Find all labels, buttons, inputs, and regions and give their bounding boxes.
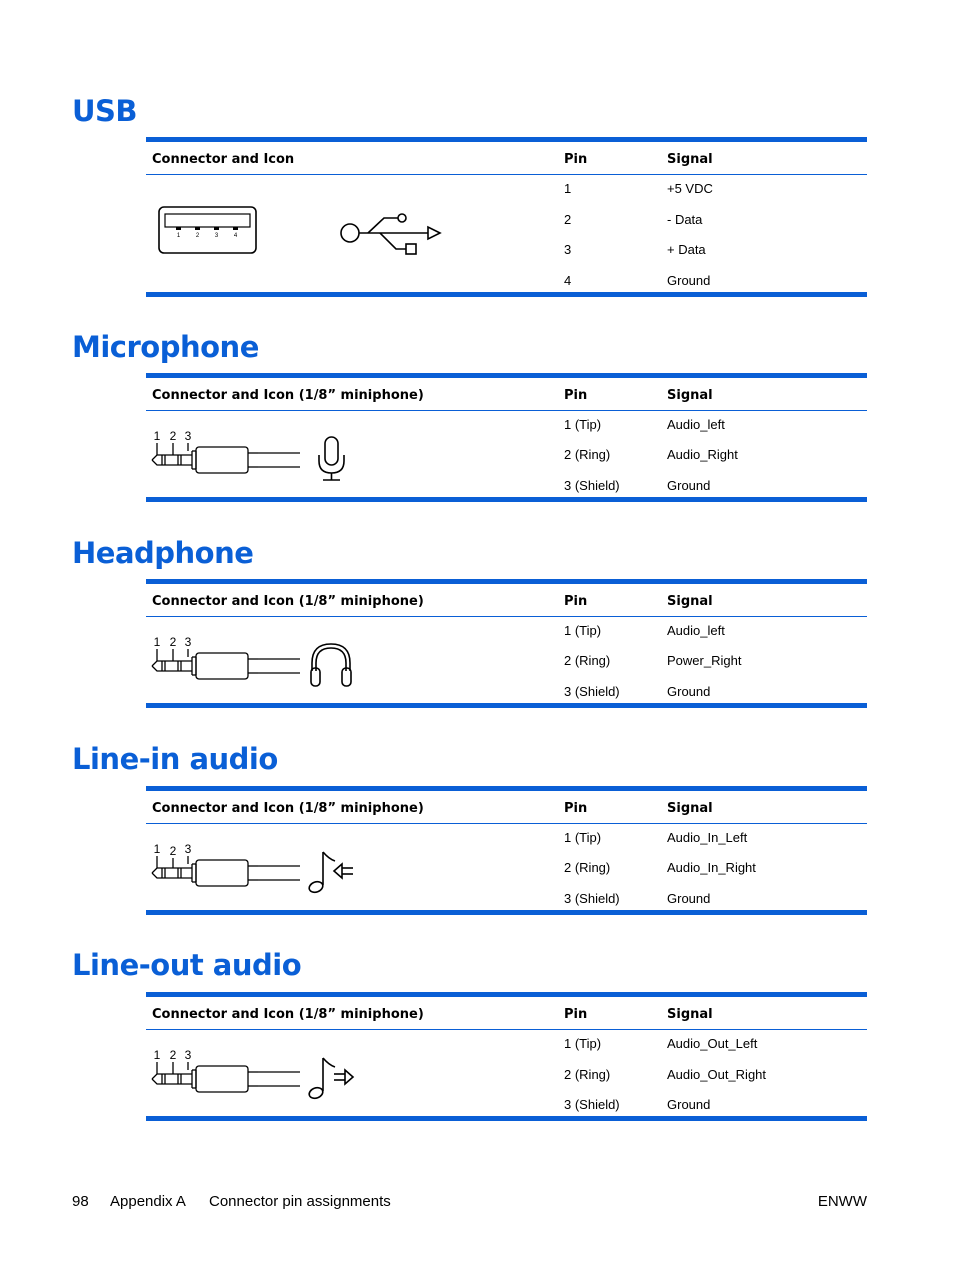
signal-cell: Ground	[667, 1097, 711, 1112]
plug-label: 3	[184, 1048, 192, 1062]
signal-cell: Audio_Right	[667, 447, 738, 462]
pin-cell: 2 (Ring)	[564, 653, 611, 668]
miniphone-plug-illustration	[150, 635, 302, 681]
headphone-icon	[307, 641, 355, 689]
pin-cell: 1 (Tip)	[564, 417, 602, 432]
signal-cell: Ground	[667, 273, 711, 288]
pin-cell: 3 (Shield)	[564, 478, 620, 493]
section-title-line-out: Line-out audio	[72, 948, 302, 982]
header-signal: Signal	[667, 388, 713, 403]
table-header	[146, 142, 867, 175]
signal-cell: Ground	[667, 478, 711, 493]
line-in-icon	[306, 848, 356, 896]
header-signal: Signal	[667, 801, 713, 816]
signal-cell: - Data	[667, 212, 703, 227]
section-title-headphone: Headphone	[72, 536, 254, 570]
usb-icon	[340, 211, 444, 259]
plug-label: 3	[184, 429, 192, 443]
table-row	[146, 1097, 867, 1117]
plug-label: 2	[169, 429, 177, 443]
header-pin: Pin	[564, 801, 588, 816]
signal-cell: Ground	[667, 684, 711, 699]
signal-cell: Audio_Out_Left	[667, 1036, 758, 1051]
pin-cell: 3 (Shield)	[564, 1097, 620, 1112]
plug-label: 3	[184, 635, 192, 649]
usb-pin-label: 1	[176, 233, 181, 239]
header-signal: Signal	[667, 152, 713, 167]
signal-cell: Audio_In_Right	[667, 860, 756, 875]
pin-cell: 2 (Ring)	[564, 447, 611, 462]
pin-cell: 1 (Tip)	[564, 623, 602, 638]
table-header	[146, 584, 867, 617]
line-in-pin-table	[146, 786, 867, 915]
signal-cell: Ground	[667, 891, 711, 906]
plug-label: 3	[184, 842, 192, 856]
usb-pin-label: 3	[214, 233, 219, 239]
pin-cell: 1 (Tip)	[564, 830, 602, 845]
table-row	[146, 273, 867, 293]
microphone-icon	[316, 435, 348, 483]
header-connector: Connector and Icon (1/8” miniphone)	[152, 1007, 424, 1022]
footer-chapter-title: Connector pin assignments	[209, 1193, 391, 1210]
plug-label: 2	[169, 844, 177, 858]
miniphone-plug-illustration	[150, 842, 302, 888]
table-row	[146, 684, 867, 704]
signal-cell: Power_Right	[667, 653, 742, 668]
signal-cell: Audio_Out_Right	[667, 1067, 767, 1082]
header-signal: Signal	[667, 1007, 713, 1022]
signal-cell: +5 VDC	[667, 181, 713, 196]
signal-cell: Audio_left	[667, 417, 725, 432]
header-pin: Pin	[564, 152, 588, 167]
plug-label: 1	[153, 1048, 161, 1062]
miniphone-plug-illustration	[150, 1048, 302, 1094]
pin-cell: 2 (Ring)	[564, 1067, 611, 1082]
header-pin: Pin	[564, 594, 588, 609]
header-pin: Pin	[564, 388, 588, 403]
footer-chapter: Appendix A	[110, 1193, 186, 1210]
table-row	[146, 181, 867, 201]
usb-pin-table	[146, 137, 867, 297]
headphone-pin-table	[146, 579, 867, 708]
miniphone-plug-illustration	[150, 429, 302, 475]
table-header	[146, 378, 867, 411]
signal-cell: + Data	[667, 242, 706, 257]
page-number: 98	[72, 1193, 89, 1210]
usb-port-illustration	[158, 206, 258, 256]
pin-cell: 4	[564, 273, 572, 288]
section-title-line-in: Line-in audio	[72, 742, 278, 776]
usb-pin-label: 4	[233, 233, 238, 239]
signal-cell: Audio_left	[667, 623, 725, 638]
header-connector: Connector and Icon (1/8” miniphone)	[152, 388, 424, 403]
plug-label: 2	[169, 1048, 177, 1062]
table-header	[146, 791, 867, 824]
footer-doc-code: ENWW	[817, 1193, 867, 1210]
header-signal: Signal	[667, 594, 713, 609]
pin-cell: 3	[564, 242, 572, 257]
header-connector: Connector and Icon (1/8” miniphone)	[152, 594, 424, 609]
header-pin: Pin	[564, 1007, 588, 1022]
pin-cell: 1	[564, 181, 572, 196]
table-row	[146, 891, 867, 911]
pin-cell: 1 (Tip)	[564, 1036, 602, 1051]
pin-cell: 2	[564, 212, 572, 227]
signal-cell: Audio_In_Left	[667, 830, 748, 845]
header-connector: Connector and Icon (1/8” miniphone)	[152, 801, 424, 816]
section-title-microphone: Microphone	[72, 330, 259, 364]
header-connector: Connector and Icon	[152, 152, 295, 167]
table-row	[146, 478, 867, 498]
plug-label: 2	[169, 635, 177, 649]
plug-label: 1	[153, 429, 161, 443]
microphone-pin-table	[146, 373, 867, 502]
line-out-icon	[306, 1054, 356, 1102]
pin-cell: 3 (Shield)	[564, 684, 620, 699]
line-out-pin-table	[146, 992, 867, 1121]
pin-cell: 3 (Shield)	[564, 891, 620, 906]
plug-label: 1	[153, 842, 161, 856]
plug-label: 1	[153, 635, 161, 649]
usb-pin-label: 2	[195, 233, 200, 239]
section-title-usb: USB	[72, 94, 138, 128]
pin-cell: 2 (Ring)	[564, 860, 611, 875]
page-footer	[72, 1193, 867, 1213]
table-header	[146, 997, 867, 1030]
